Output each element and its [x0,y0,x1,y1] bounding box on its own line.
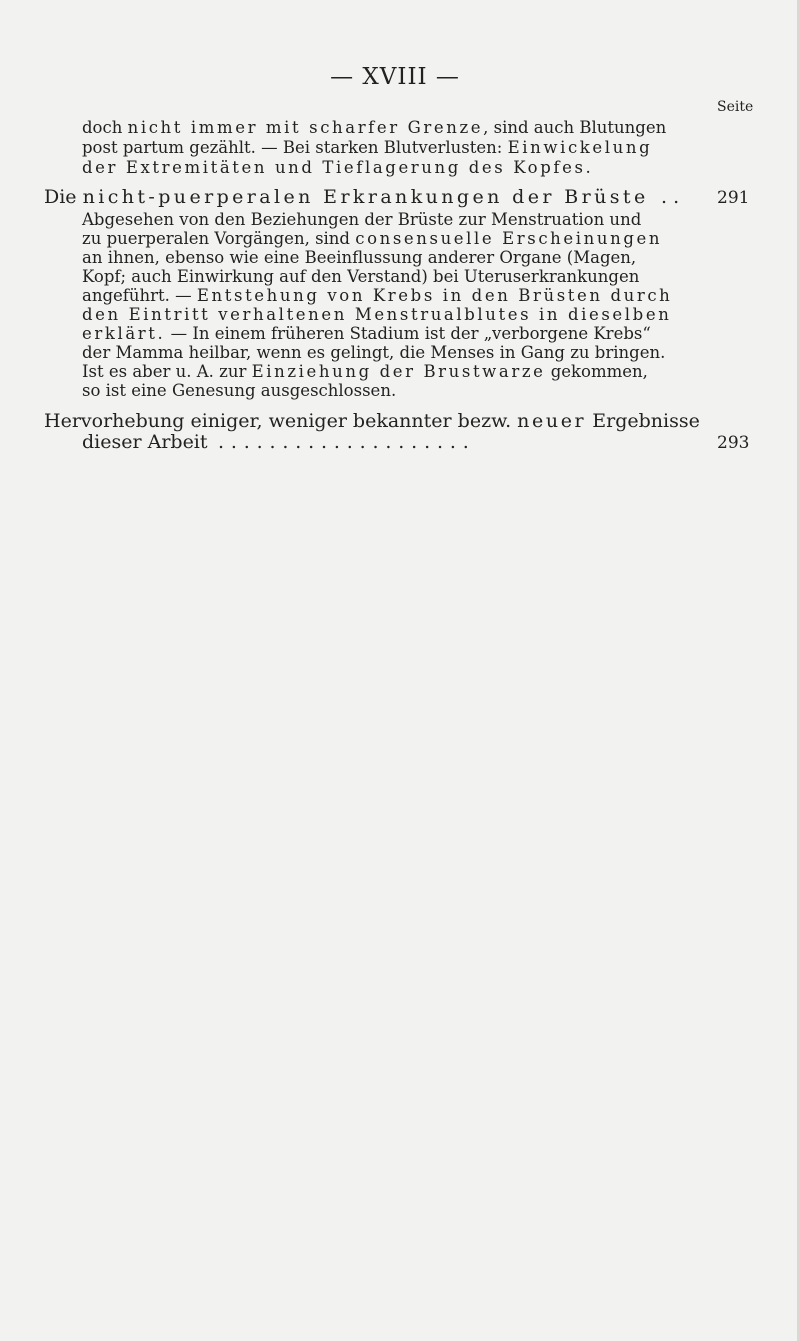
text-line: Kopf; auch Einwirkung auf den Verstand) bei Uteruserkrankungen [82,267,640,286]
text-span: Ist es aber u. A. zur [82,362,252,381]
column-label-seite: Seite [717,99,754,115]
section-heading [44,410,700,432]
text-line: der Extremitäten und Tieflagerung des Kopfes. [82,158,594,177]
text-line: den Eintritt verhaltenen Menstrualblutes in dieselben [82,305,672,324]
section-heading [44,186,649,208]
heading-spaced-text: nicht-puerperalen Erkrankungen der Brüste [82,186,649,208]
heading-text: Die [44,186,83,208]
text-line: an ihnen, ebenso wie eine Beeinflussung anderer Organe (Magen, [82,248,637,267]
spaced-text: consensuelle Erscheinungen [355,229,663,248]
leader-dots: . . . . . . . . . . . . . . . . . . . . [218,431,470,453]
text-line [82,139,652,157]
spaced-text: Einziehung der Brustwarze [251,362,546,381]
page-number: 293 [717,433,750,453]
text-span: post partum gezählt. — Bei starken Blutverlusten: [82,138,508,157]
text-span: , sind auch Blutungen [483,118,667,137]
text-span: angeführt. — [82,286,197,305]
heading-text: Ergebnisse [586,410,700,432]
text-span: gekommen, [545,362,648,381]
spaced-text: erklärt. [82,324,166,343]
heading-continuation: dieser Arbeit [82,431,208,453]
heading-spaced-text: neuer [517,410,587,432]
leader-dots: . . [661,186,680,208]
text-line: Abgesehen von den Beziehungen der Brüste zur Menstruation und [82,210,642,229]
page-header: — XVIII — [330,64,460,90]
text-line [82,363,648,381]
spaced-text: Entstehung von Krebs in den Brüsten durch [196,286,673,305]
page-number: 291 [717,188,750,208]
text-line: so ist eine Genesung ausgeschlossen. [82,381,397,400]
text-span: doch [82,118,128,137]
text-span: zu puerperalen Vorgängen, sind [82,229,356,248]
heading-text: Hervorhebung einiger, weniger bekannter bezw. [44,410,518,432]
text-line [82,119,666,137]
text-span: — In einem früheren Stadium ist der „verborgene Krebs“ [165,324,651,343]
text-line [82,287,672,305]
text-line [82,325,651,343]
spaced-text: nicht immer mit scharfer Grenze [127,118,484,137]
text-line [82,230,662,248]
text-line: der Mamma heilbar, wenn es gelingt, die Menses in Gang zu bringen. [82,343,666,362]
spaced-text: Einwickelung [507,138,653,157]
